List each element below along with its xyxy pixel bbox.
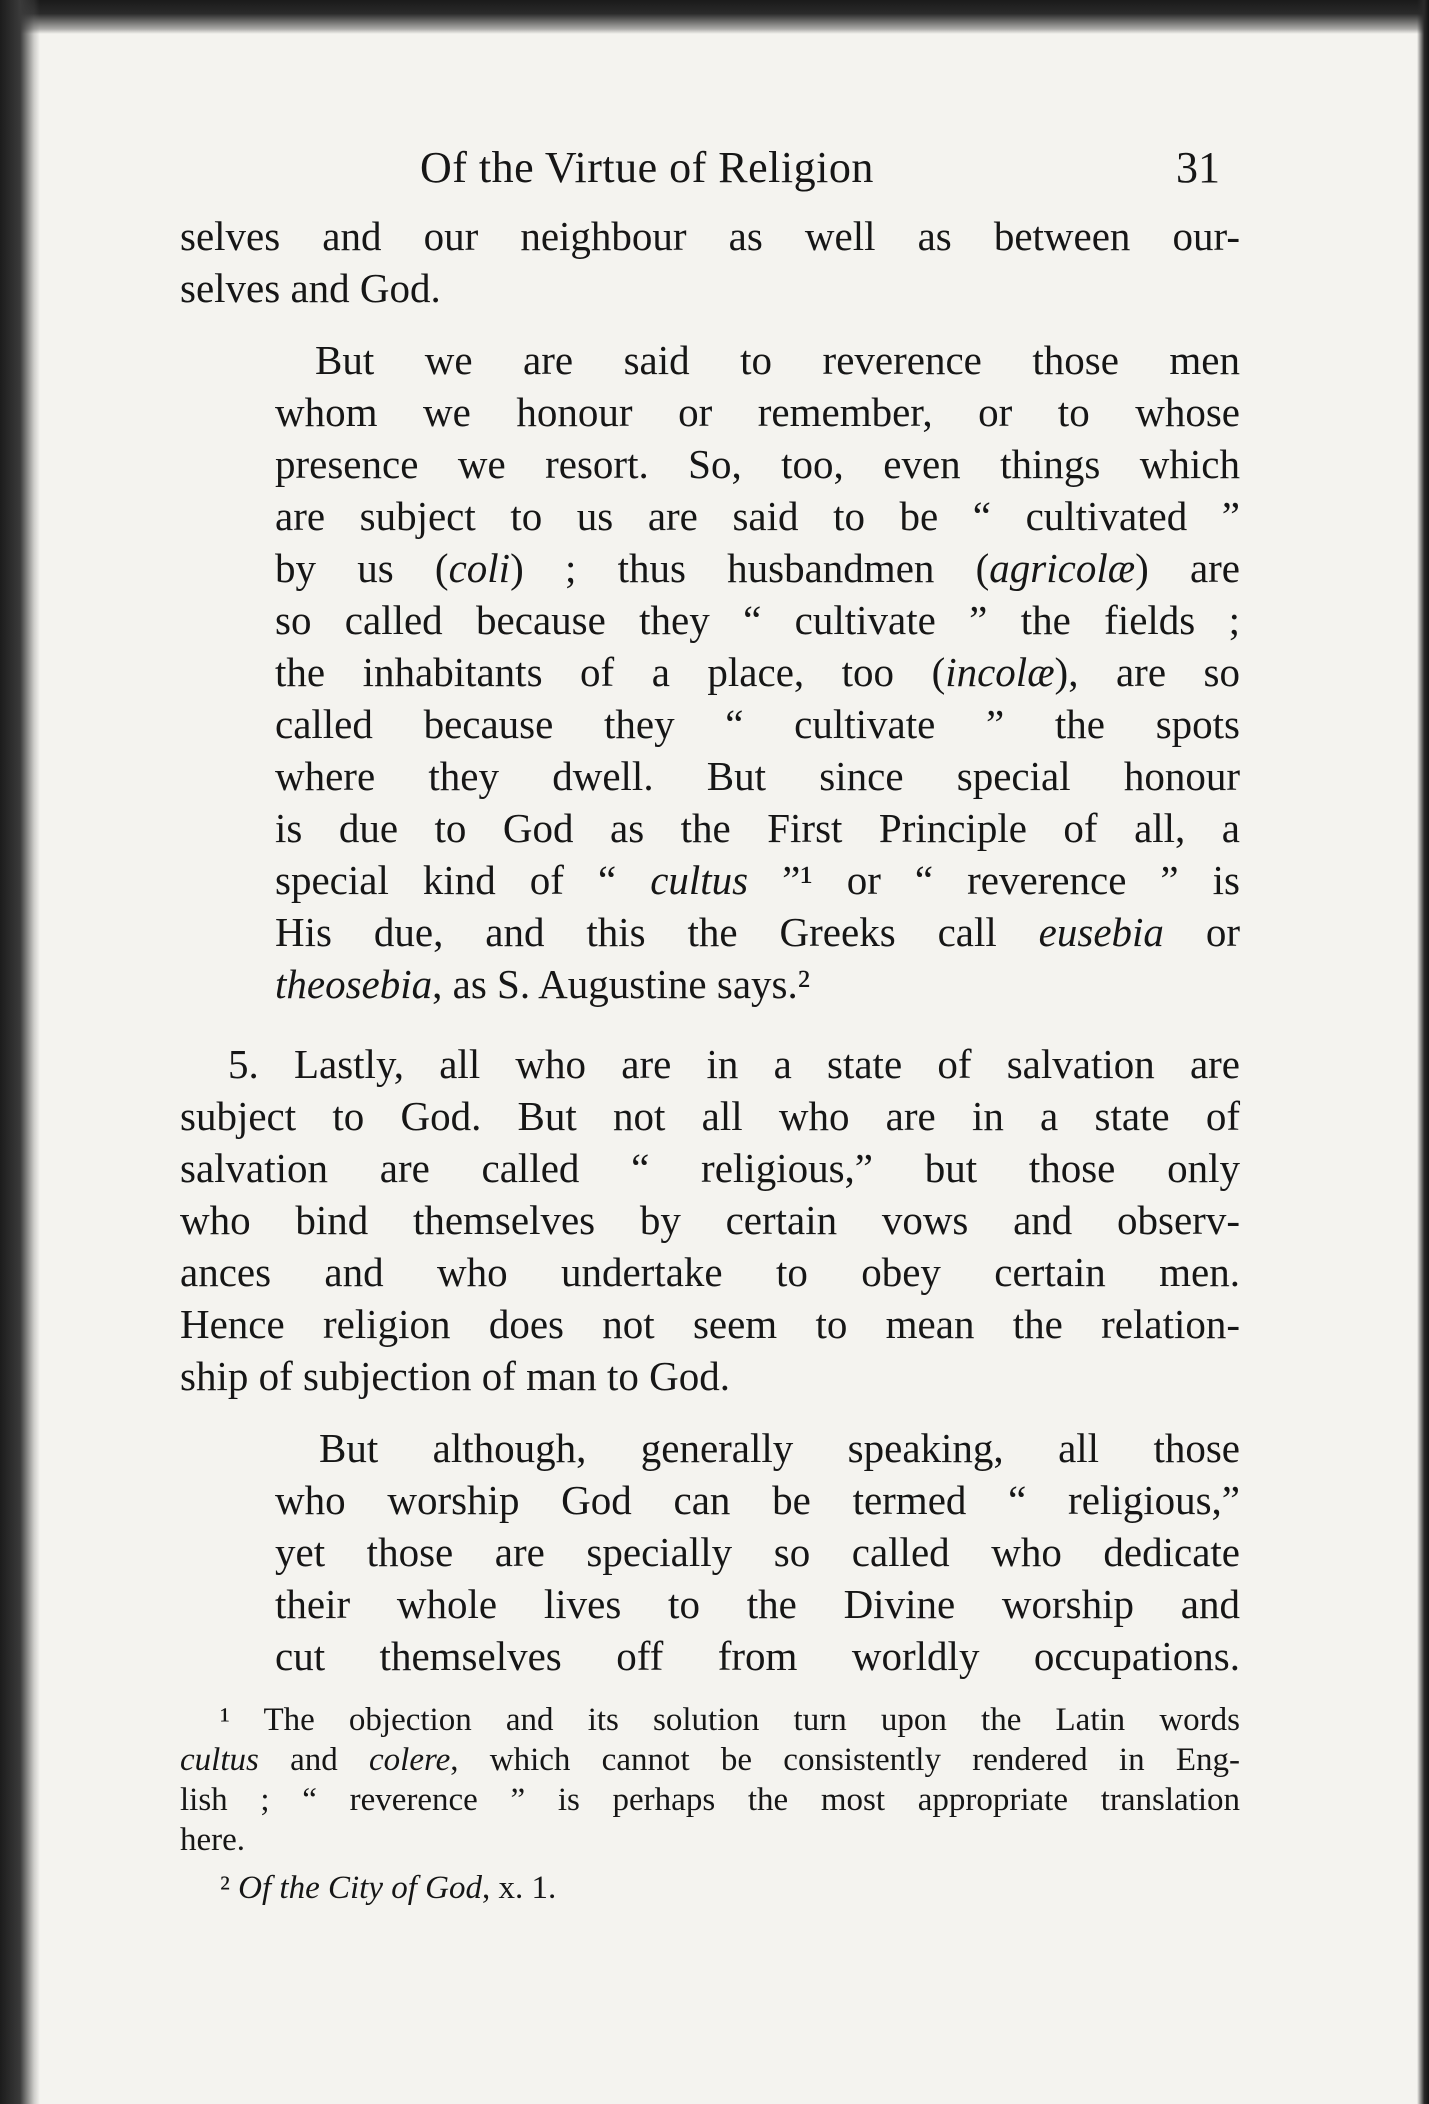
text-line: But although, generally speaking, all those: [319, 1425, 1240, 1471]
book-page: [180, 130, 1240, 1908]
footnote-1: [180, 1700, 1240, 1860]
page-number: 31: [1176, 143, 1220, 192]
text-line: ances and who undertake to obey certain men.: [180, 1249, 1240, 1295]
text-line: ship of subjection of man to God.: [180, 1353, 731, 1399]
text-line: the inhabitants of a place, too (incolæ), are so: [275, 649, 1240, 695]
paragraph-objection-5: [180, 1038, 1240, 1402]
text-line: His due, and this the Greeks call eusebia or: [275, 909, 1240, 955]
scan-top-edge: [0, 0, 1429, 34]
text-line: who bind themselves by certain vows and observ-: [180, 1197, 1240, 1243]
footnote-line: ¹ The objection and its solution turn upon the Latin words: [220, 1702, 1240, 1738]
text-line: called because they “ cultivate ” the spots: [275, 701, 1240, 747]
text-line: whom we honour or remember, or to whose: [275, 389, 1240, 435]
paragraph-reverence: [275, 334, 1240, 1010]
text-line: is due to God as the First Principle of all, a: [275, 805, 1240, 851]
footnote-line: cultus and colere, which cannot be consistently rendered in Eng-: [180, 1742, 1240, 1778]
text-line: selves and our neighbour as well as between our-: [180, 213, 1240, 259]
text-line: But we are said to reverence those men: [315, 337, 1240, 383]
text-line: where they dwell. But since special honour: [275, 753, 1240, 799]
footnote-2: ² Of the City of God, x. 1.: [220, 1870, 557, 1906]
text-line: cut themselves off from worldly occupations.: [275, 1633, 1240, 1679]
text-line: are subject to us are said to be “ cultivated ”: [275, 493, 1240, 539]
text-line: subject to God. But not all who are in a state of: [180, 1093, 1240, 1139]
text-line: by us (coli) ; thus husbandmen (agricolæ) are: [275, 545, 1241, 591]
footnotes: [180, 1700, 1240, 1908]
text-line: salvation are called “ religious,” but those only: [180, 1145, 1240, 1191]
text-line: special kind of “ cultus ”¹ or “ reverence ” is: [275, 857, 1240, 903]
scan-left-edge: [0, 0, 40, 2104]
text-line: their whole lives to the Divine worship and: [275, 1581, 1240, 1627]
footnote-line: here.: [180, 1822, 246, 1858]
text-line: theosebia, as S. Augustine says.²: [275, 961, 811, 1007]
running-title: Of the Virtue of Religion: [420, 143, 874, 192]
text-line: so called because they “ cultivate ” the fields ;: [275, 597, 1240, 643]
running-head: [180, 130, 1240, 200]
text-line: yet those are specially so called who dedicate: [275, 1529, 1240, 1575]
scan-right-edge: [1417, 0, 1429, 2104]
text-line: who worship God can be termed “ religious,”: [275, 1477, 1240, 1523]
paragraph-continued: [180, 210, 1240, 314]
footnote-line: lish ; “ reverence ” is perhaps the most appropriate translation: [180, 1782, 1240, 1818]
text-line: selves and God.: [180, 265, 441, 311]
text-line: Hence religion does not seem to mean the relation-: [180, 1301, 1240, 1347]
paragraph-reply: [275, 1422, 1240, 1682]
text-line: presence we resort. So, too, even things which: [275, 441, 1240, 487]
text-line: 5. Lastly, all who are in a state of salvation are: [228, 1041, 1240, 1087]
